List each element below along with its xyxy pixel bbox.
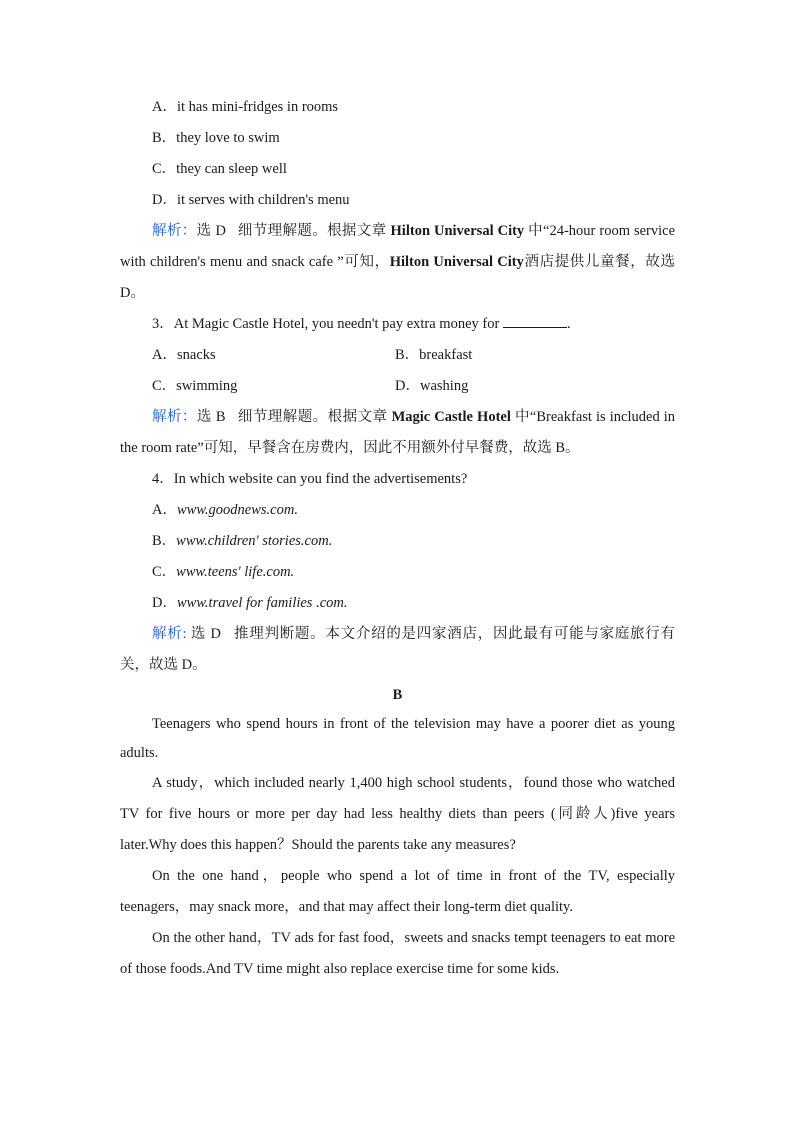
option-text: breakfast <box>419 347 473 363</box>
passage-paragraph-4: On the other hand，TV ads for fast food，sweets and snacks tempt teenagers to eat more of those foods.And TV time might also replace exercise time for some kids. <box>120 930 675 977</box>
option-text: www.teens' life.com. <box>176 564 295 580</box>
option-text: www.travel for families .com. <box>176 595 348 611</box>
option-text: they can sleep well <box>176 161 287 177</box>
option-letter: B． <box>152 130 177 146</box>
option-text: snacks <box>176 347 216 363</box>
option-d <box>395 371 468 402</box>
option-letter: C． <box>152 378 177 394</box>
option-text: it has mini-fridges in rooms <box>176 99 339 115</box>
option-b <box>120 123 675 154</box>
option-text: www.goodnews.com. <box>176 502 298 518</box>
option-letter: D． <box>152 192 177 208</box>
analysis-text: 酒店提供儿童餐，故选 D。 <box>120 254 676 301</box>
option-d <box>120 588 675 619</box>
option-letter: A． <box>152 347 177 363</box>
q3-options-row-1 <box>120 340 675 371</box>
option-a <box>152 340 395 371</box>
q2-options <box>120 92 675 216</box>
option-c <box>152 371 395 402</box>
analysis-reference: Hilton Universal City <box>389 254 524 270</box>
analysis-label: 解析: <box>152 626 187 642</box>
option-c <box>120 154 675 185</box>
analysis-label: 解析： <box>152 409 197 425</box>
passage-paragraph-3: On the one hand，people who spend a lot of time in front of the TV, especially teenagers，may snack more，and that may affect their long-term diet quality. <box>120 868 675 915</box>
passage-paragraph-1: Teenagers who spend hours in front of the television may have a poorer diet as young adults. <box>120 716 675 761</box>
option-text: swimming <box>176 378 238 394</box>
option-text: they love to swim <box>176 130 280 146</box>
option-letter: B． <box>152 533 177 549</box>
analysis-label: 解析： <box>152 223 197 239</box>
option-text: www.children' stories.com. <box>176 533 333 549</box>
option-a <box>120 495 675 526</box>
analysis-reference: Hilton Universal City <box>390 223 525 239</box>
analysis-text: 推理判断题。本文介绍的是四家酒店，因此最有可能与家庭旅行有关，故选 D。 <box>120 626 675 673</box>
q4-stem: 4．In which website can you find the advertisements? <box>152 471 468 487</box>
option-letter: D． <box>152 595 177 611</box>
q4-analysis <box>120 619 675 681</box>
option-b <box>395 340 472 371</box>
analysis-type: 细节理解题。根据文章 <box>237 223 387 239</box>
answer-blank <box>503 313 567 328</box>
q3-analysis <box>120 402 675 464</box>
option-letter: B． <box>395 347 420 363</box>
option-letter: A． <box>152 502 177 518</box>
analysis-text: 中“Breakfast is included in the room rate”可知，早餐含在房费内，因此不用额外付早餐费，故选 B。 <box>120 409 676 456</box>
analysis-text: 中“24-hour room service with children's menu and snack cafe ”可知， <box>120 223 676 270</box>
option-letter: A． <box>152 99 177 115</box>
question-stem: 3．At Magic Castle Hotel, you needn't pay extra money for <box>152 316 500 332</box>
q3-stem <box>120 309 675 340</box>
q2-analysis <box>120 216 675 309</box>
option-letter: C． <box>152 564 177 580</box>
analysis-reference: Magic Castle Hotel <box>391 409 511 425</box>
q4-options <box>120 495 675 619</box>
analysis-type: 细节理解题。根据文章 <box>237 409 388 425</box>
document-page <box>120 92 675 985</box>
analysis-answer: 选 D <box>190 626 221 642</box>
analysis-answer: 选 D <box>196 223 226 239</box>
analysis-answer: 选 B <box>196 409 226 425</box>
option-b <box>120 526 675 557</box>
option-a <box>120 92 675 123</box>
option-text: it serves with children's menu <box>176 192 350 208</box>
option-letter: C． <box>152 161 177 177</box>
question-stem-end: . <box>566 316 571 332</box>
option-letter: D． <box>395 378 420 394</box>
option-c <box>120 557 675 588</box>
section-title: B <box>392 687 403 703</box>
passage-paragraph-2: A study，which included nearly 1,400 high school students，found those who watched TV for five hours or more per day had less healthy diets than peers (同龄人)five years later.Why does this happen？Should the parents take any measures? <box>120 775 675 853</box>
option-text: washing <box>419 378 469 394</box>
option-d <box>120 185 675 216</box>
q3-options-row-2 <box>120 371 675 402</box>
